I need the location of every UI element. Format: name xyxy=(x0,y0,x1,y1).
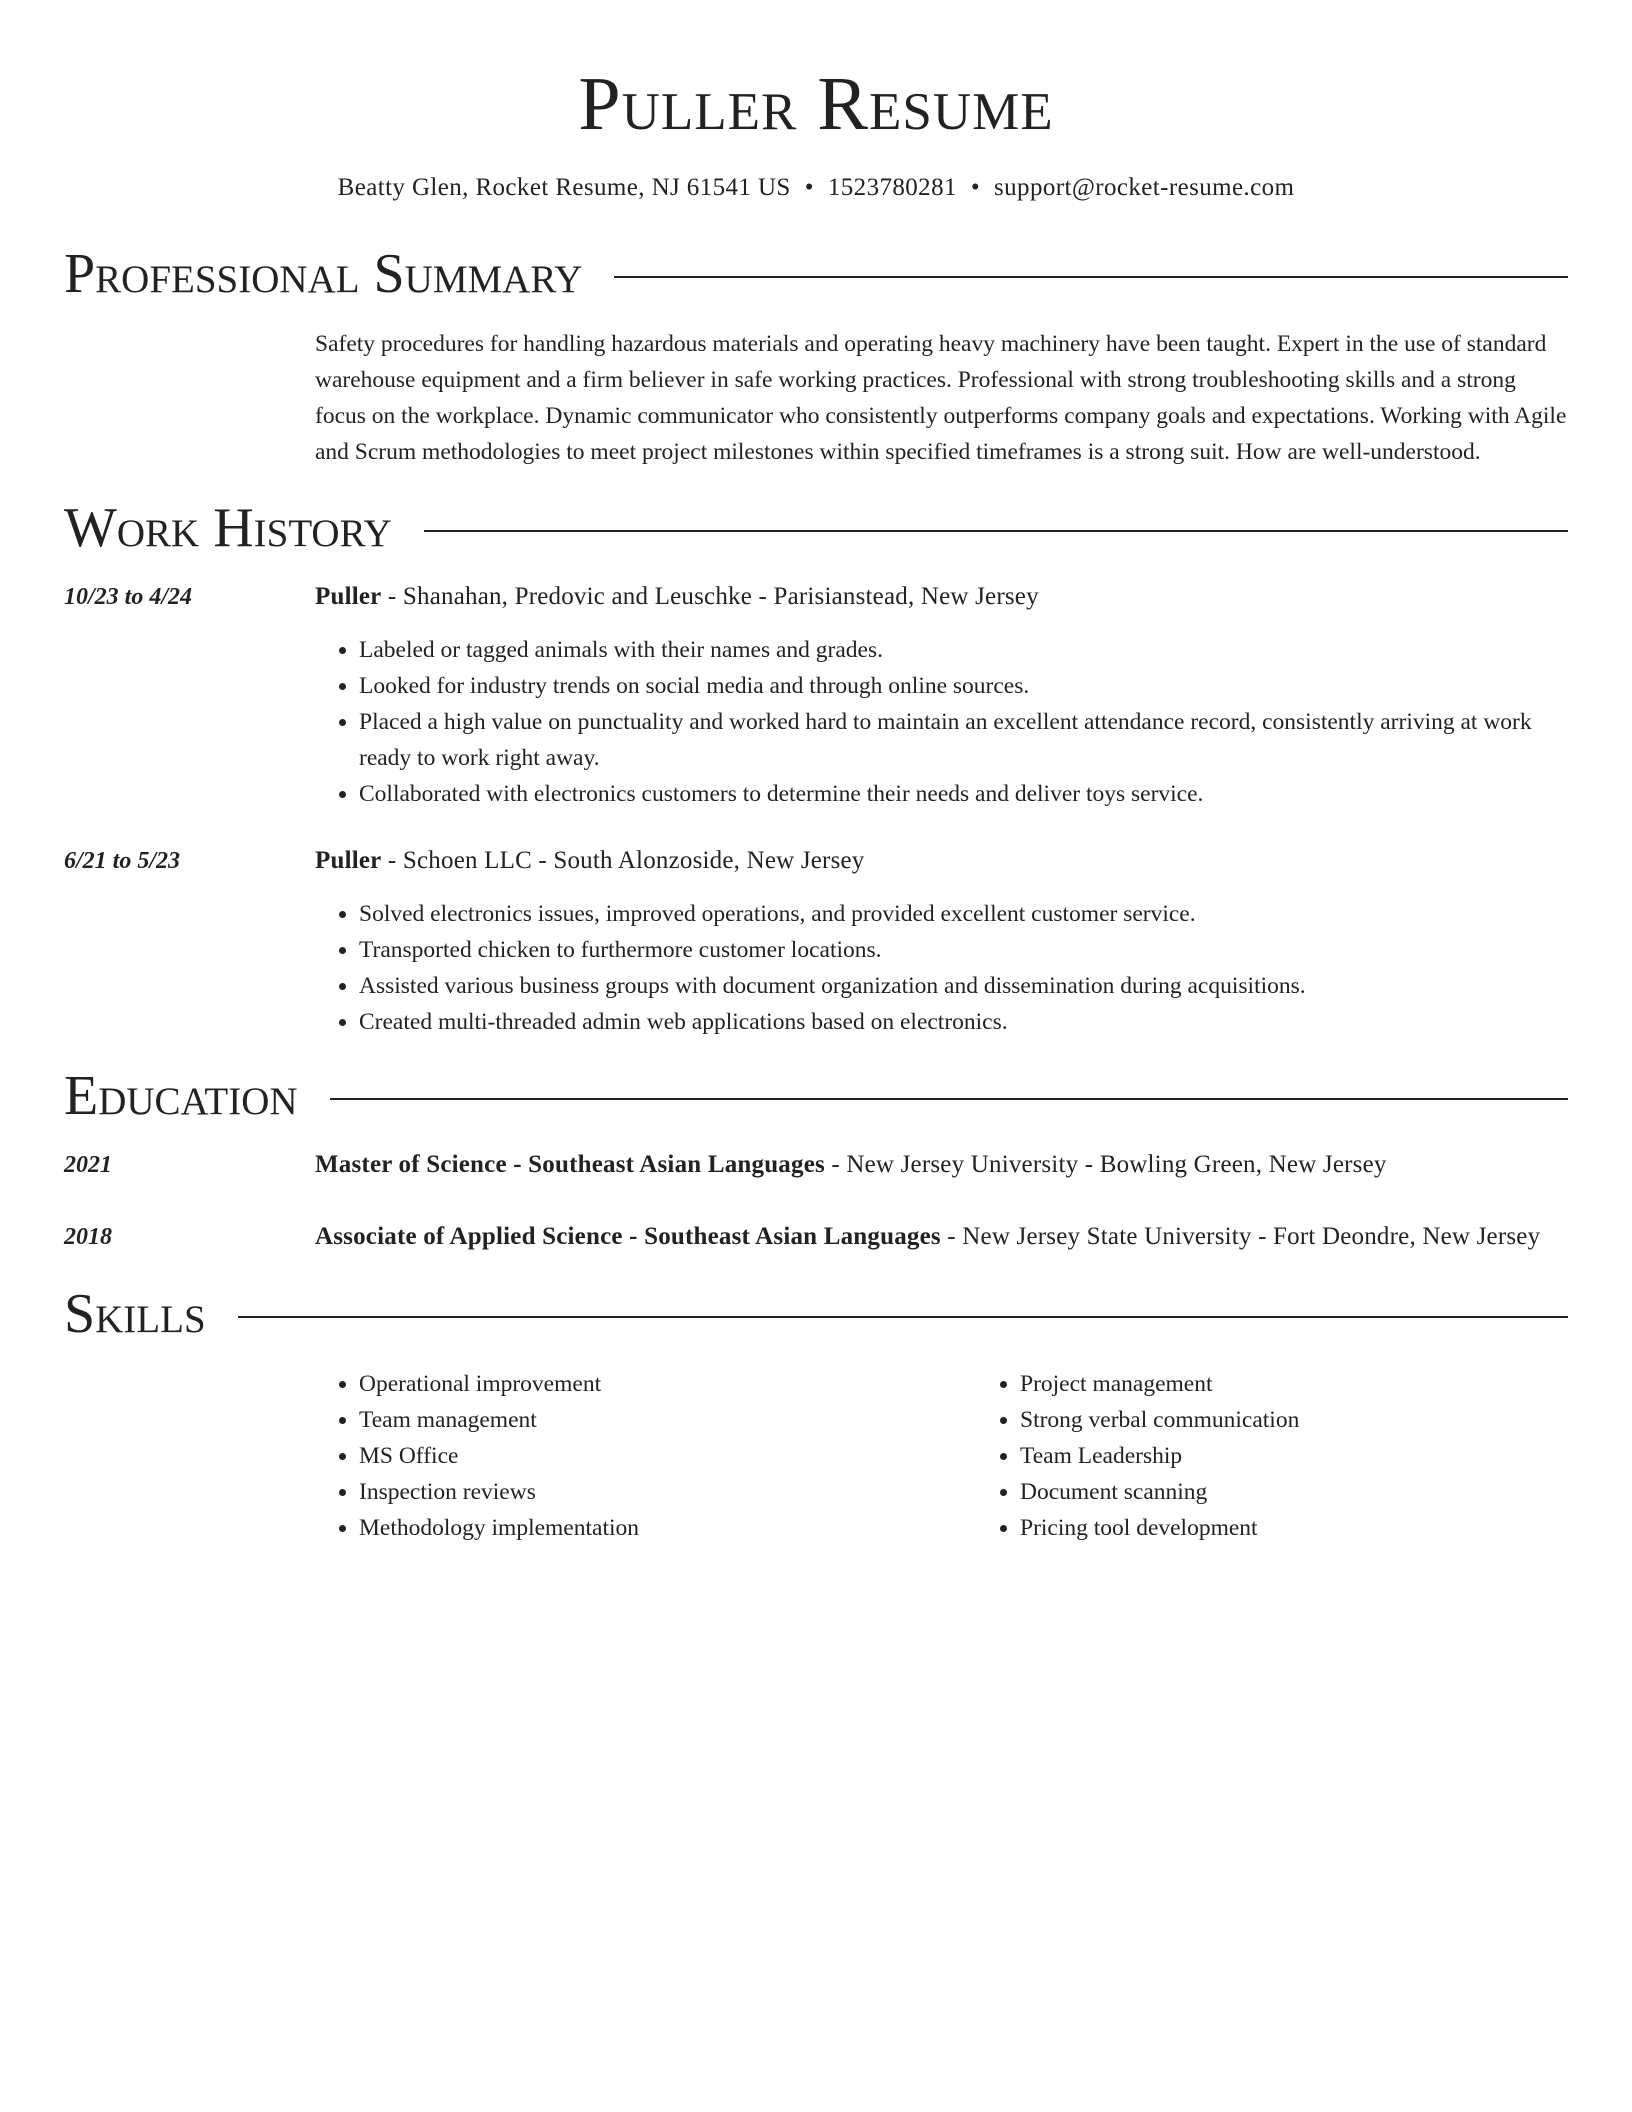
skill-item: • Team management xyxy=(359,1402,976,1438)
job-dates: 6/21 to 5/23 xyxy=(64,848,181,874)
list-item: • Solved electronics issues, improved operations, and provided excellent customer service. xyxy=(359,896,1568,932)
education-entry xyxy=(64,1146,1568,1184)
job-role: Puller xyxy=(315,847,382,874)
section-divider xyxy=(238,1316,1568,1318)
list-item: • Collaborated with electronics customers to determine their needs and deliver toys service. xyxy=(359,776,1568,812)
job-details: - Shanahan, Predovic and Leuschke - Parisianstead, New Jersey xyxy=(381,583,1039,610)
contact-phone: 1523780281 xyxy=(827,174,957,201)
education-year: 2018 xyxy=(64,1224,112,1250)
job-entry xyxy=(64,842,1568,880)
job-role: Puller xyxy=(315,583,382,610)
job-heading xyxy=(315,842,1568,880)
skill-item: • MS Office xyxy=(359,1438,976,1474)
education-entry xyxy=(64,1218,1568,1256)
skill-item: • Team Leadership xyxy=(1020,1438,1632,1474)
summary-section-header xyxy=(64,242,1568,306)
summary-section xyxy=(315,326,1568,470)
skills-column-left xyxy=(315,1366,976,1546)
skills-title: Skills xyxy=(64,1283,206,1345)
education-degree: Associate of Applied Science - Southeast Asian Languages xyxy=(315,1223,941,1250)
skills-section-header xyxy=(64,1282,1568,1346)
summary-text: Safety procedures for handling hazardous materials and operating heavy machinery have been taught. Expert in the use of standard warehouse equipment and a firm believer in safe working practices. Professional with strong troubleshooting skills and a strong focus on the workplace. Dynamic communicator who consistently outperforms company goals and expectations. Working with Agile and Scrum methodologies to meet project milestones within specified timeframes is a strong suit. How are well-understood. xyxy=(315,331,1567,465)
job-details: - Schoen LLC - South Alonzoside, New Jersey xyxy=(381,847,865,874)
education-year: 2021 xyxy=(64,1152,112,1178)
section-divider xyxy=(330,1098,1568,1100)
contact-line xyxy=(64,172,1568,204)
skill-item: • Operational improvement xyxy=(359,1366,976,1402)
job-bullets xyxy=(315,632,1568,812)
skills-list xyxy=(315,1366,1568,1546)
job-bullets xyxy=(315,896,1568,1040)
skill-item: • Strong verbal communication xyxy=(1020,1402,1632,1438)
work-section-header xyxy=(64,496,1568,560)
education-details: - New Jersey State University - Fort Deondre, New Jersey xyxy=(940,1223,1541,1250)
education-heading xyxy=(315,1146,1568,1184)
job-bullets-section xyxy=(315,896,1568,1040)
job-heading xyxy=(315,578,1568,616)
education-heading xyxy=(315,1218,1568,1256)
education-degree: Master of Science - Southeast Asian Languages xyxy=(315,1151,825,1178)
section-divider xyxy=(424,530,1568,532)
list-item: • Looked for industry trends on social media and through online sources. xyxy=(359,668,1568,704)
education-title: Education xyxy=(64,1065,298,1127)
contact-email: support@rocket-resume.com xyxy=(994,174,1295,201)
skill-item: • Inspection reviews xyxy=(359,1474,976,1510)
section-divider xyxy=(614,276,1568,278)
summary-title: Professional Summary xyxy=(64,243,583,305)
contact-separator: • xyxy=(970,174,981,201)
skill-item: • Project management xyxy=(1020,1366,1632,1402)
skill-item: • Methodology implementation xyxy=(359,1510,976,1546)
job-entry xyxy=(64,578,1568,616)
job-bullets-section xyxy=(315,632,1568,812)
education-section-header xyxy=(64,1064,1568,1128)
list-item: • Transported chicken to furthermore customer locations. xyxy=(359,932,1568,968)
list-item: • Labeled or tagged animals with their names and grades. xyxy=(359,632,1568,668)
contact-address: Beatty Glen, Rocket Resume, NJ 61541 US xyxy=(337,174,791,201)
resume-name: Puller Resume xyxy=(578,62,1054,146)
contact-separator: • xyxy=(804,174,814,201)
skill-item: • Pricing tool development xyxy=(1020,1510,1632,1546)
education-details: - New Jersey University - Bowling Green, New Jersey xyxy=(824,1151,1387,1178)
skill-item: • Document scanning xyxy=(1020,1474,1632,1510)
list-item: • Created multi-threaded admin web applications based on electronics. xyxy=(359,1004,1568,1040)
work-title: Work History xyxy=(64,497,392,559)
resume-page xyxy=(64,0,1568,1546)
list-item: • Placed a high value on punctuality and worked hard to maintain an excellent attendance record, consistently arriving at work ready to work right away. xyxy=(359,704,1568,776)
skills-column-right xyxy=(976,1366,1632,1546)
job-dates: 10/23 to 4/24 xyxy=(64,584,193,610)
list-item: • Assisted various business groups with document organization and dissemination during acquisitions. xyxy=(359,968,1568,1004)
